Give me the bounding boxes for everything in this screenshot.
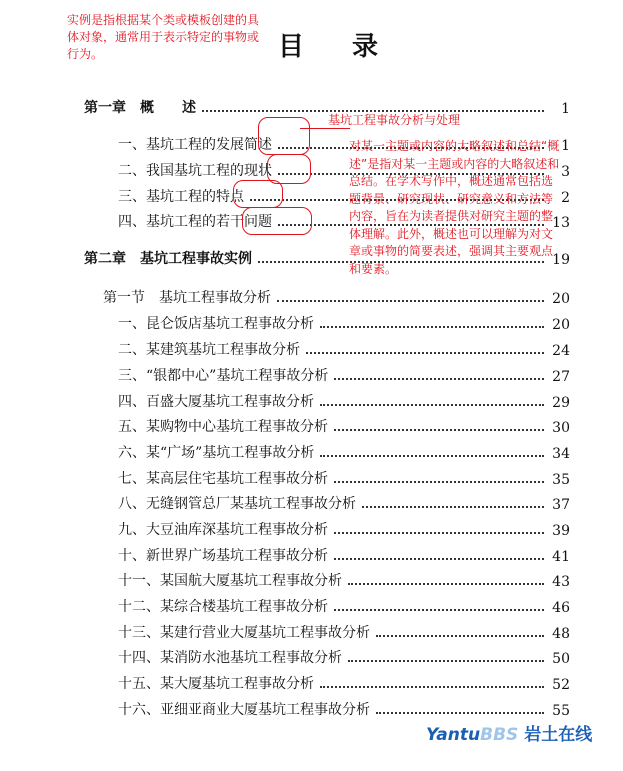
toc-page: 1 bbox=[561, 101, 570, 117]
annotation-circle bbox=[233, 180, 283, 208]
logo-part: Yantu bbox=[426, 725, 481, 745]
leader-dots bbox=[334, 378, 544, 380]
toc-entry[interactable] bbox=[118, 491, 570, 513]
toc-page: 41 bbox=[552, 549, 570, 565]
annotation-right: 对某一主题或内容的大略叙述和总结“概述”是指对某一主题或内容的大略叙述和总结。在学术写作中，概述通常包括选题背景、研究现状、研究意义和方法等内容，旨在为读者提供对研究主题的整体理解。此外，概述也可以理解为对文章或事物的简要表述，强调其主要观点和要素。 bbox=[349, 139, 560, 276]
toc-entry[interactable] bbox=[118, 389, 570, 411]
toc-page: 37 bbox=[552, 497, 570, 513]
toc-page: 29 bbox=[552, 395, 570, 411]
toc-page: 19 bbox=[552, 252, 570, 268]
leader-dots bbox=[306, 352, 544, 354]
toc-entry[interactable] bbox=[84, 95, 570, 117]
toc-label: 十四、某消防水池基坑工程事故分析 bbox=[118, 650, 342, 666]
toc-label: 十六、亚细亚商业大厦基坑工程事故分析 bbox=[118, 702, 370, 718]
toc-label: 三、基坑工程的特点 bbox=[118, 189, 244, 205]
toc-page: 43 bbox=[552, 574, 570, 590]
annotation-circle bbox=[242, 207, 312, 235]
toc-entry[interactable] bbox=[118, 337, 570, 359]
leader-dots bbox=[320, 326, 544, 328]
toc-page: 46 bbox=[552, 600, 570, 616]
toc-page: 24 bbox=[552, 343, 570, 359]
toc-entry[interactable] bbox=[118, 440, 570, 462]
leader-dots bbox=[334, 532, 544, 534]
toc-page: 2 bbox=[561, 190, 570, 206]
toc-entry[interactable] bbox=[118, 414, 570, 436]
toc-label: 一、基坑工程的发展简述 bbox=[118, 137, 272, 153]
annotation-line bbox=[300, 128, 350, 129]
leader-dots bbox=[348, 660, 544, 662]
toc-page: 20 bbox=[552, 317, 570, 333]
toc-label: 九、大豆油库深基坑工程事故分析 bbox=[118, 522, 328, 538]
toc-label: 四、百盛大厦基坑工程事故分析 bbox=[118, 394, 314, 410]
leader-dots bbox=[320, 686, 544, 688]
toc-page: 30 bbox=[552, 420, 570, 436]
toc-label: 四、基坑工程的若干问题 bbox=[118, 214, 272, 230]
toc-page: 1 bbox=[561, 138, 570, 154]
toc-entry[interactable] bbox=[118, 466, 570, 488]
site-logo bbox=[426, 720, 592, 745]
toc-label: 六、某“广场”基坑工程事故分析 bbox=[118, 445, 315, 461]
annotation-circle bbox=[258, 117, 310, 155]
leader-dots bbox=[348, 583, 544, 585]
toc-entry[interactable] bbox=[118, 543, 570, 565]
toc-page: 55 bbox=[552, 703, 570, 719]
leader-dots bbox=[334, 481, 544, 483]
toc-page: 20 bbox=[552, 291, 570, 307]
toc-page: 34 bbox=[552, 446, 570, 462]
toc-page: 13 bbox=[552, 215, 570, 231]
toc-entry[interactable] bbox=[118, 568, 570, 590]
logo-part: BBS bbox=[480, 725, 519, 745]
toc-page: 27 bbox=[552, 369, 570, 385]
toc-label: 二、某建筑基坑工程事故分析 bbox=[118, 342, 300, 358]
leader-dots bbox=[320, 404, 544, 406]
leader-dots bbox=[277, 300, 544, 302]
toc-page: 48 bbox=[552, 626, 570, 642]
toc-entry[interactable] bbox=[118, 311, 570, 333]
toc-label: 八、无缝钢管总厂某基坑工程事故分析 bbox=[118, 496, 356, 512]
toc-entry[interactable] bbox=[118, 620, 570, 642]
toc-label: 七、某高层住宅基坑工程事故分析 bbox=[118, 471, 328, 487]
leader-dots bbox=[320, 455, 544, 457]
toc-page: 35 bbox=[552, 472, 570, 488]
leader-dots bbox=[362, 506, 544, 508]
leader-dots bbox=[376, 712, 544, 714]
leader-dots bbox=[334, 609, 544, 611]
annotation-top-left: 实例是指根据某个类或模板创建的具体对象，通常用于表示特定的事物或行为。 bbox=[67, 13, 260, 61]
toc-page: 50 bbox=[552, 651, 570, 667]
toc-label: 五、某购物中心基坑工程事故分析 bbox=[118, 419, 328, 435]
toc-page: 39 bbox=[552, 523, 570, 539]
annotation-middle: 基坑工程事故分析与处理 bbox=[328, 113, 461, 127]
leader-dots bbox=[376, 635, 544, 637]
toc-entry[interactable] bbox=[118, 697, 570, 719]
toc-label: 二、我国基坑工程的现状 bbox=[118, 163, 272, 179]
logo-part: 岩土在线 bbox=[524, 725, 593, 745]
page-title: 目录 bbox=[278, 32, 427, 62]
toc-entry[interactable] bbox=[103, 285, 570, 307]
toc-label: 十一、某国航大厦基坑工程事故分析 bbox=[118, 573, 342, 589]
toc-label: 十二、某综合楼基坑工程事故分析 bbox=[118, 599, 328, 615]
toc-entry[interactable] bbox=[118, 645, 570, 667]
toc-label: 第一节 基坑工程事故分析 bbox=[103, 290, 271, 306]
toc-page: 3 bbox=[561, 164, 570, 180]
toc-label: 十五、某大厦基坑工程事故分析 bbox=[118, 676, 314, 692]
toc-label: 三、“银都中心”基坑工程事故分析 bbox=[118, 368, 329, 384]
toc-label: 一、昆仑饭店基坑工程事故分析 bbox=[118, 316, 314, 332]
toc-label: 第一章 概 述 bbox=[84, 100, 196, 116]
toc-entry[interactable] bbox=[118, 363, 570, 385]
toc-label: 十、新世界广场基坑工程事故分析 bbox=[118, 548, 328, 564]
leader-dots bbox=[334, 558, 544, 560]
toc-page: 52 bbox=[552, 677, 570, 693]
leader-dots bbox=[334, 429, 544, 431]
toc-entry[interactable] bbox=[118, 671, 570, 693]
toc-entry[interactable] bbox=[118, 517, 570, 539]
toc-label: 第二章 基坑工程事故实例 bbox=[84, 251, 252, 267]
toc-entry[interactable] bbox=[118, 594, 570, 616]
toc-label: 十三、某建行营业大厦基坑工程事故分析 bbox=[118, 625, 370, 641]
